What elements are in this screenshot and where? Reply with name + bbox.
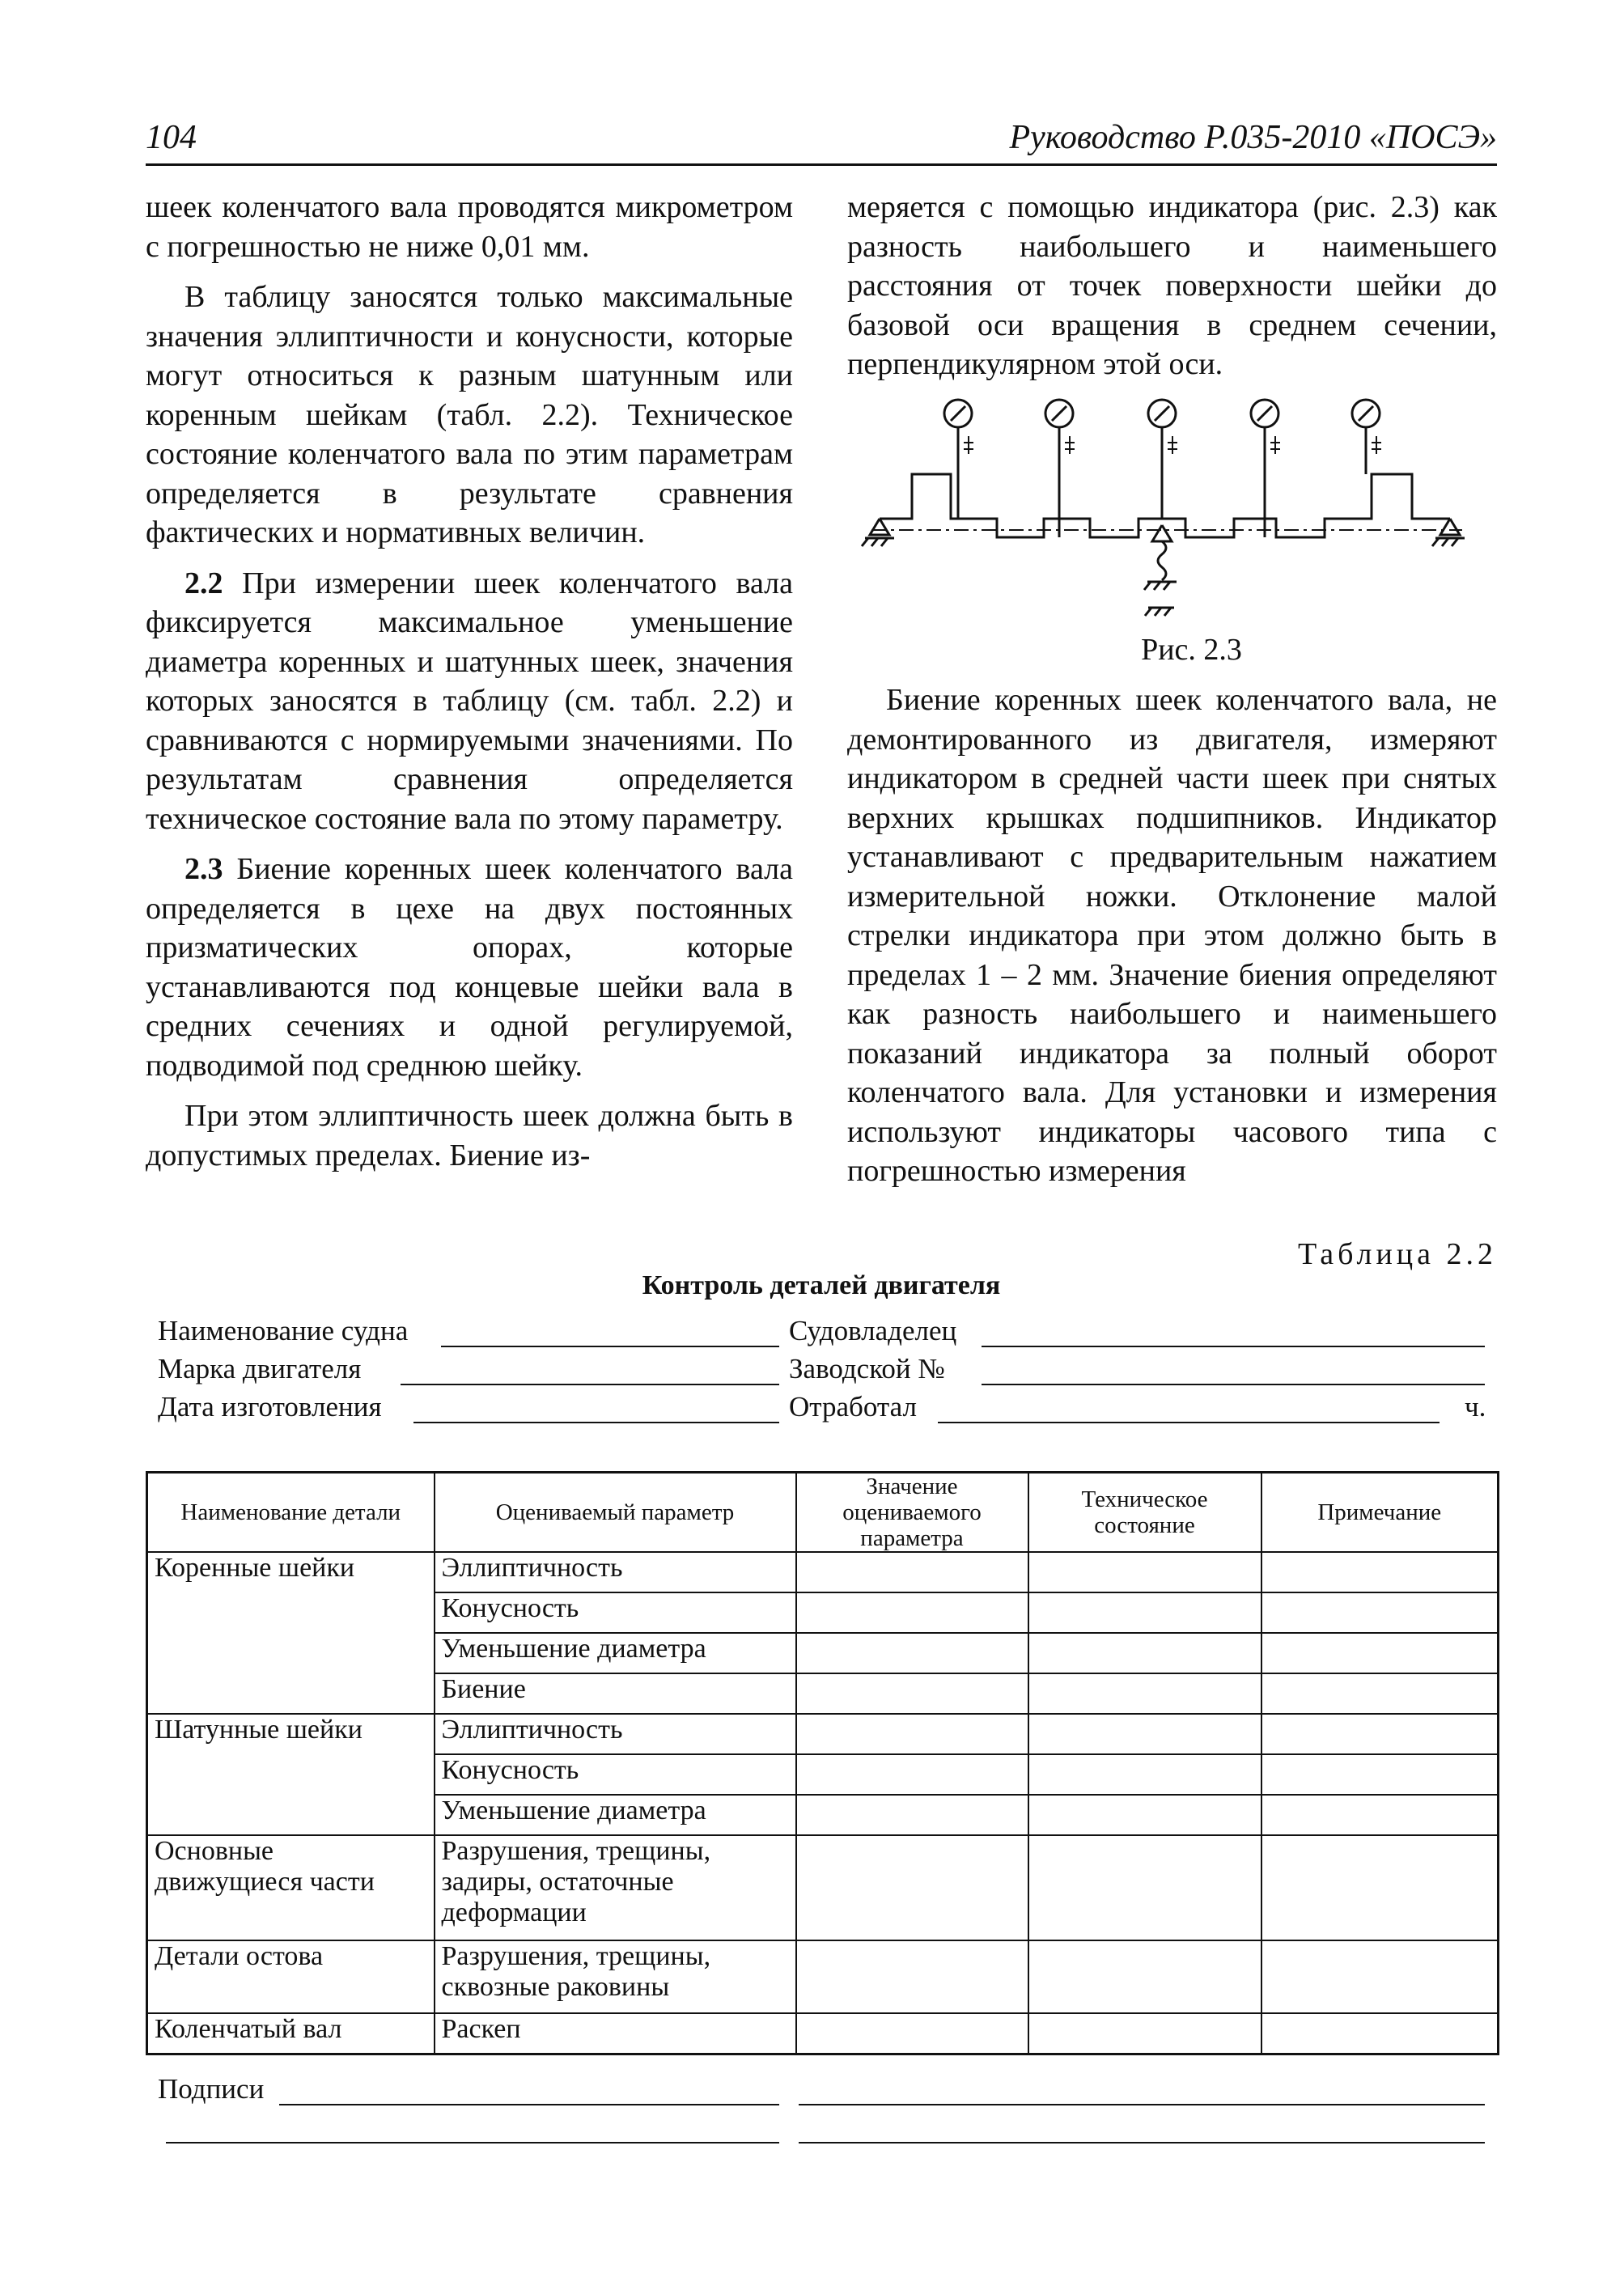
vessel-name-field[interactable]	[441, 1346, 779, 1347]
value-cell[interactable]	[796, 1795, 1028, 1835]
header-note: Примечание	[1261, 1473, 1499, 1553]
note-cell[interactable]	[1261, 1835, 1499, 1940]
manufacture-date-label: Дата изготовления	[158, 1391, 382, 1423]
table-row	[147, 1940, 1499, 2013]
parameter-cell: Конусность	[435, 1754, 796, 1795]
note-cell[interactable]	[1261, 1552, 1499, 1592]
parameter-cell: Разрушения, трещины, задиры, остаточные деформации	[435, 1835, 796, 1940]
left-paragraph-2: В таблицу заносятся только максимальные значения эллиптичности и конусности, которые могут относиться к разным шатунным или коренным шейкам (табл. 2.2). Техническое состояние коленчатого вала по этим параметрам определяется в результате сравнения фактических и нормативных величин.	[146, 280, 793, 549]
part-cell: Детали остова	[147, 1940, 435, 2013]
engine-brand-label: Марка двигателя	[158, 1353, 362, 1384]
part-cell: Шатунные шейки	[147, 1714, 435, 1835]
section-number-2-2: 2.2	[184, 566, 223, 600]
right-paragraph-1: меряется с помощью индикатора (рис. 2.3) как разность наибольшего и наименьшего расстояния от точек поверхности шейки до базовой оси вращения в среднем сечении, перпендикулярном этой оси.	[847, 190, 1497, 381]
left-paragraph-3	[146, 564, 793, 839]
signatures-label: Подписи	[158, 2073, 265, 2105]
signature-line-4[interactable]	[799, 2142, 1485, 2143]
right-column	[847, 188, 1497, 1202]
part-cell: Основные движущиеся части	[147, 1835, 435, 1940]
condition-cell[interactable]	[1028, 1592, 1261, 1633]
condition-cell[interactable]	[1028, 1673, 1261, 1714]
section-number-2-3: 2.3	[184, 852, 223, 886]
table-row	[147, 1835, 1499, 1940]
hours-unit: ч.	[1465, 1391, 1486, 1423]
hours-worked-label: Отработал	[789, 1391, 917, 1423]
parameter-cell: Биение	[435, 1673, 796, 1714]
note-cell[interactable]	[1261, 2013, 1499, 2054]
serial-number-field[interactable]	[982, 1384, 1485, 1385]
part-cell: Коленчатый вал	[147, 2013, 435, 2054]
note-cell[interactable]	[1261, 1754, 1499, 1795]
owner-field[interactable]	[982, 1346, 1485, 1347]
parameter-cell: Уменьшение диаметра	[435, 1633, 796, 1673]
condition-cell[interactable]	[1028, 1754, 1261, 1795]
table-title: Контроль деталей двигателя	[642, 1270, 1001, 1300]
note-cell[interactable]	[1261, 1592, 1499, 1633]
table-row	[147, 1714, 1499, 1754]
parameter-cell: Конусность	[435, 1592, 796, 1633]
signature-line-3[interactable]	[166, 2142, 779, 2143]
condition-cell[interactable]	[1028, 1714, 1261, 1754]
header-part-name: Наименование детали	[147, 1473, 435, 1553]
page-number: 104	[146, 119, 197, 156]
form-row-1	[158, 1315, 1497, 1353]
header-value: Значение оцениваемого параметра	[796, 1473, 1028, 1553]
parameter-cell: Уменьшение диаметра	[435, 1795, 796, 1835]
left-paragraph-4	[146, 850, 793, 1085]
value-cell[interactable]	[796, 2013, 1028, 2054]
value-cell[interactable]	[796, 1673, 1028, 1714]
table-header-row	[147, 1473, 1499, 1553]
figure-caption: Рис. 2.3	[1141, 632, 1242, 667]
condition-cell[interactable]	[1028, 1633, 1261, 1673]
value-cell[interactable]	[796, 1714, 1028, 1754]
signature-row-2	[158, 2111, 1497, 2152]
condition-cell[interactable]	[1028, 1835, 1261, 1940]
crankshaft-diagram	[847, 396, 1497, 630]
crankshaft-runout-figure	[847, 396, 1497, 630]
condition-cell[interactable]	[1028, 1795, 1261, 1835]
condition-cell[interactable]	[1028, 2013, 1261, 2054]
running-header	[146, 113, 1497, 166]
right-paragraph-2: Биение коренных шеек коленчатого вала, не демонтированного из двигателя, измеряют индикатором в средней части шеек при снятых верхних крышках подшипников. Индикатор устанавливают с предварительным нажатием измерительной ножки. Отклонение малой стрелки индикатора при этом должно быть в пределах 1 – 2 мм. Значение биения определяют как разность наибольшего и наименьшего показаний индикатора за полный оборот коленчатого вала. Для установки и измерения используют индикаторы часового типа с погрешностью измерения	[847, 683, 1497, 1188]
header-condition: Техническое состояние	[1028, 1473, 1261, 1553]
section-2-3-text: Биение коренных шеек коленчатого вала определяется в цехе на двух постоянных призматических опорах, которые устанавливаются под концевые шейки вала в средних сечениях и одной регулируемой, подводимой под среднюю шейку.	[146, 852, 793, 1083]
signature-line-1[interactable]	[279, 2104, 779, 2105]
value-cell[interactable]	[796, 1552, 1028, 1592]
serial-number-label: Заводской №	[789, 1353, 945, 1384]
left-paragraph-1: шеек коленчатого вала проводятся микрометром с погрешностью не ниже 0,01 мм.	[146, 190, 793, 264]
condition-cell[interactable]	[1028, 1940, 1261, 2013]
parameter-cell: Эллиптичность	[435, 1552, 796, 1592]
owner-label: Судовладелец	[789, 1315, 957, 1346]
manufacture-date-field[interactable]	[413, 1422, 779, 1423]
note-cell[interactable]	[1261, 1714, 1499, 1754]
left-paragraph-5: При этом эллиптичность шеек должна быть в допустимых пределах. Биение из-	[146, 1099, 793, 1172]
value-cell[interactable]	[796, 1633, 1028, 1673]
part-cell: Коренные шейки	[147, 1552, 435, 1714]
value-cell[interactable]	[796, 1835, 1028, 1940]
engine-parts-control-table	[146, 1471, 1499, 2055]
left-column	[146, 188, 793, 1186]
parameter-cell: Эллиптичность	[435, 1714, 796, 1754]
table-label: Таблица 2.2	[1297, 1237, 1497, 1271]
value-cell[interactable]	[796, 1940, 1028, 2013]
vessel-name-label: Наименование судна	[158, 1315, 409, 1346]
table-row	[147, 1552, 1499, 1592]
engine-brand-field[interactable]	[401, 1384, 779, 1385]
section-2-2-text: При измерении шеек коленчатого вала фиксируется максимальное уменьшение диаметра коренных и шатунных шеек, значения которых заносятся в таблицу (см. табл. 2.2) и сравниваются с нормируемыми значениями. По результатам сравнения определяется техническое состояние вала по этому параметру.	[146, 566, 793, 836]
value-cell[interactable]	[796, 1592, 1028, 1633]
parameter-cell: Раскеп	[435, 2013, 796, 2054]
note-cell[interactable]	[1261, 1940, 1499, 2013]
signatures-block	[158, 2073, 1497, 2152]
signature-line-2[interactable]	[799, 2104, 1485, 2105]
signature-row-1	[158, 2073, 1497, 2111]
condition-cell[interactable]	[1028, 1552, 1261, 1592]
parameter-cell: Разрушения, трещины, сквозные раковины	[435, 1940, 796, 2013]
table-row	[147, 2013, 1499, 2054]
value-cell[interactable]	[796, 1754, 1028, 1795]
form-header	[158, 1315, 1497, 1429]
hours-worked-field[interactable]	[938, 1422, 1440, 1423]
form-row-3	[158, 1391, 1497, 1429]
note-cell[interactable]	[1261, 1673, 1499, 1714]
note-cell[interactable]	[1261, 1795, 1499, 1835]
header-parameter: Оцениваемый параметр	[435, 1473, 796, 1553]
form-row-2	[158, 1353, 1497, 1391]
document-title: Руководство Р.035-2010 «ПОСЭ»	[1009, 119, 1497, 156]
note-cell[interactable]	[1261, 1633, 1499, 1673]
